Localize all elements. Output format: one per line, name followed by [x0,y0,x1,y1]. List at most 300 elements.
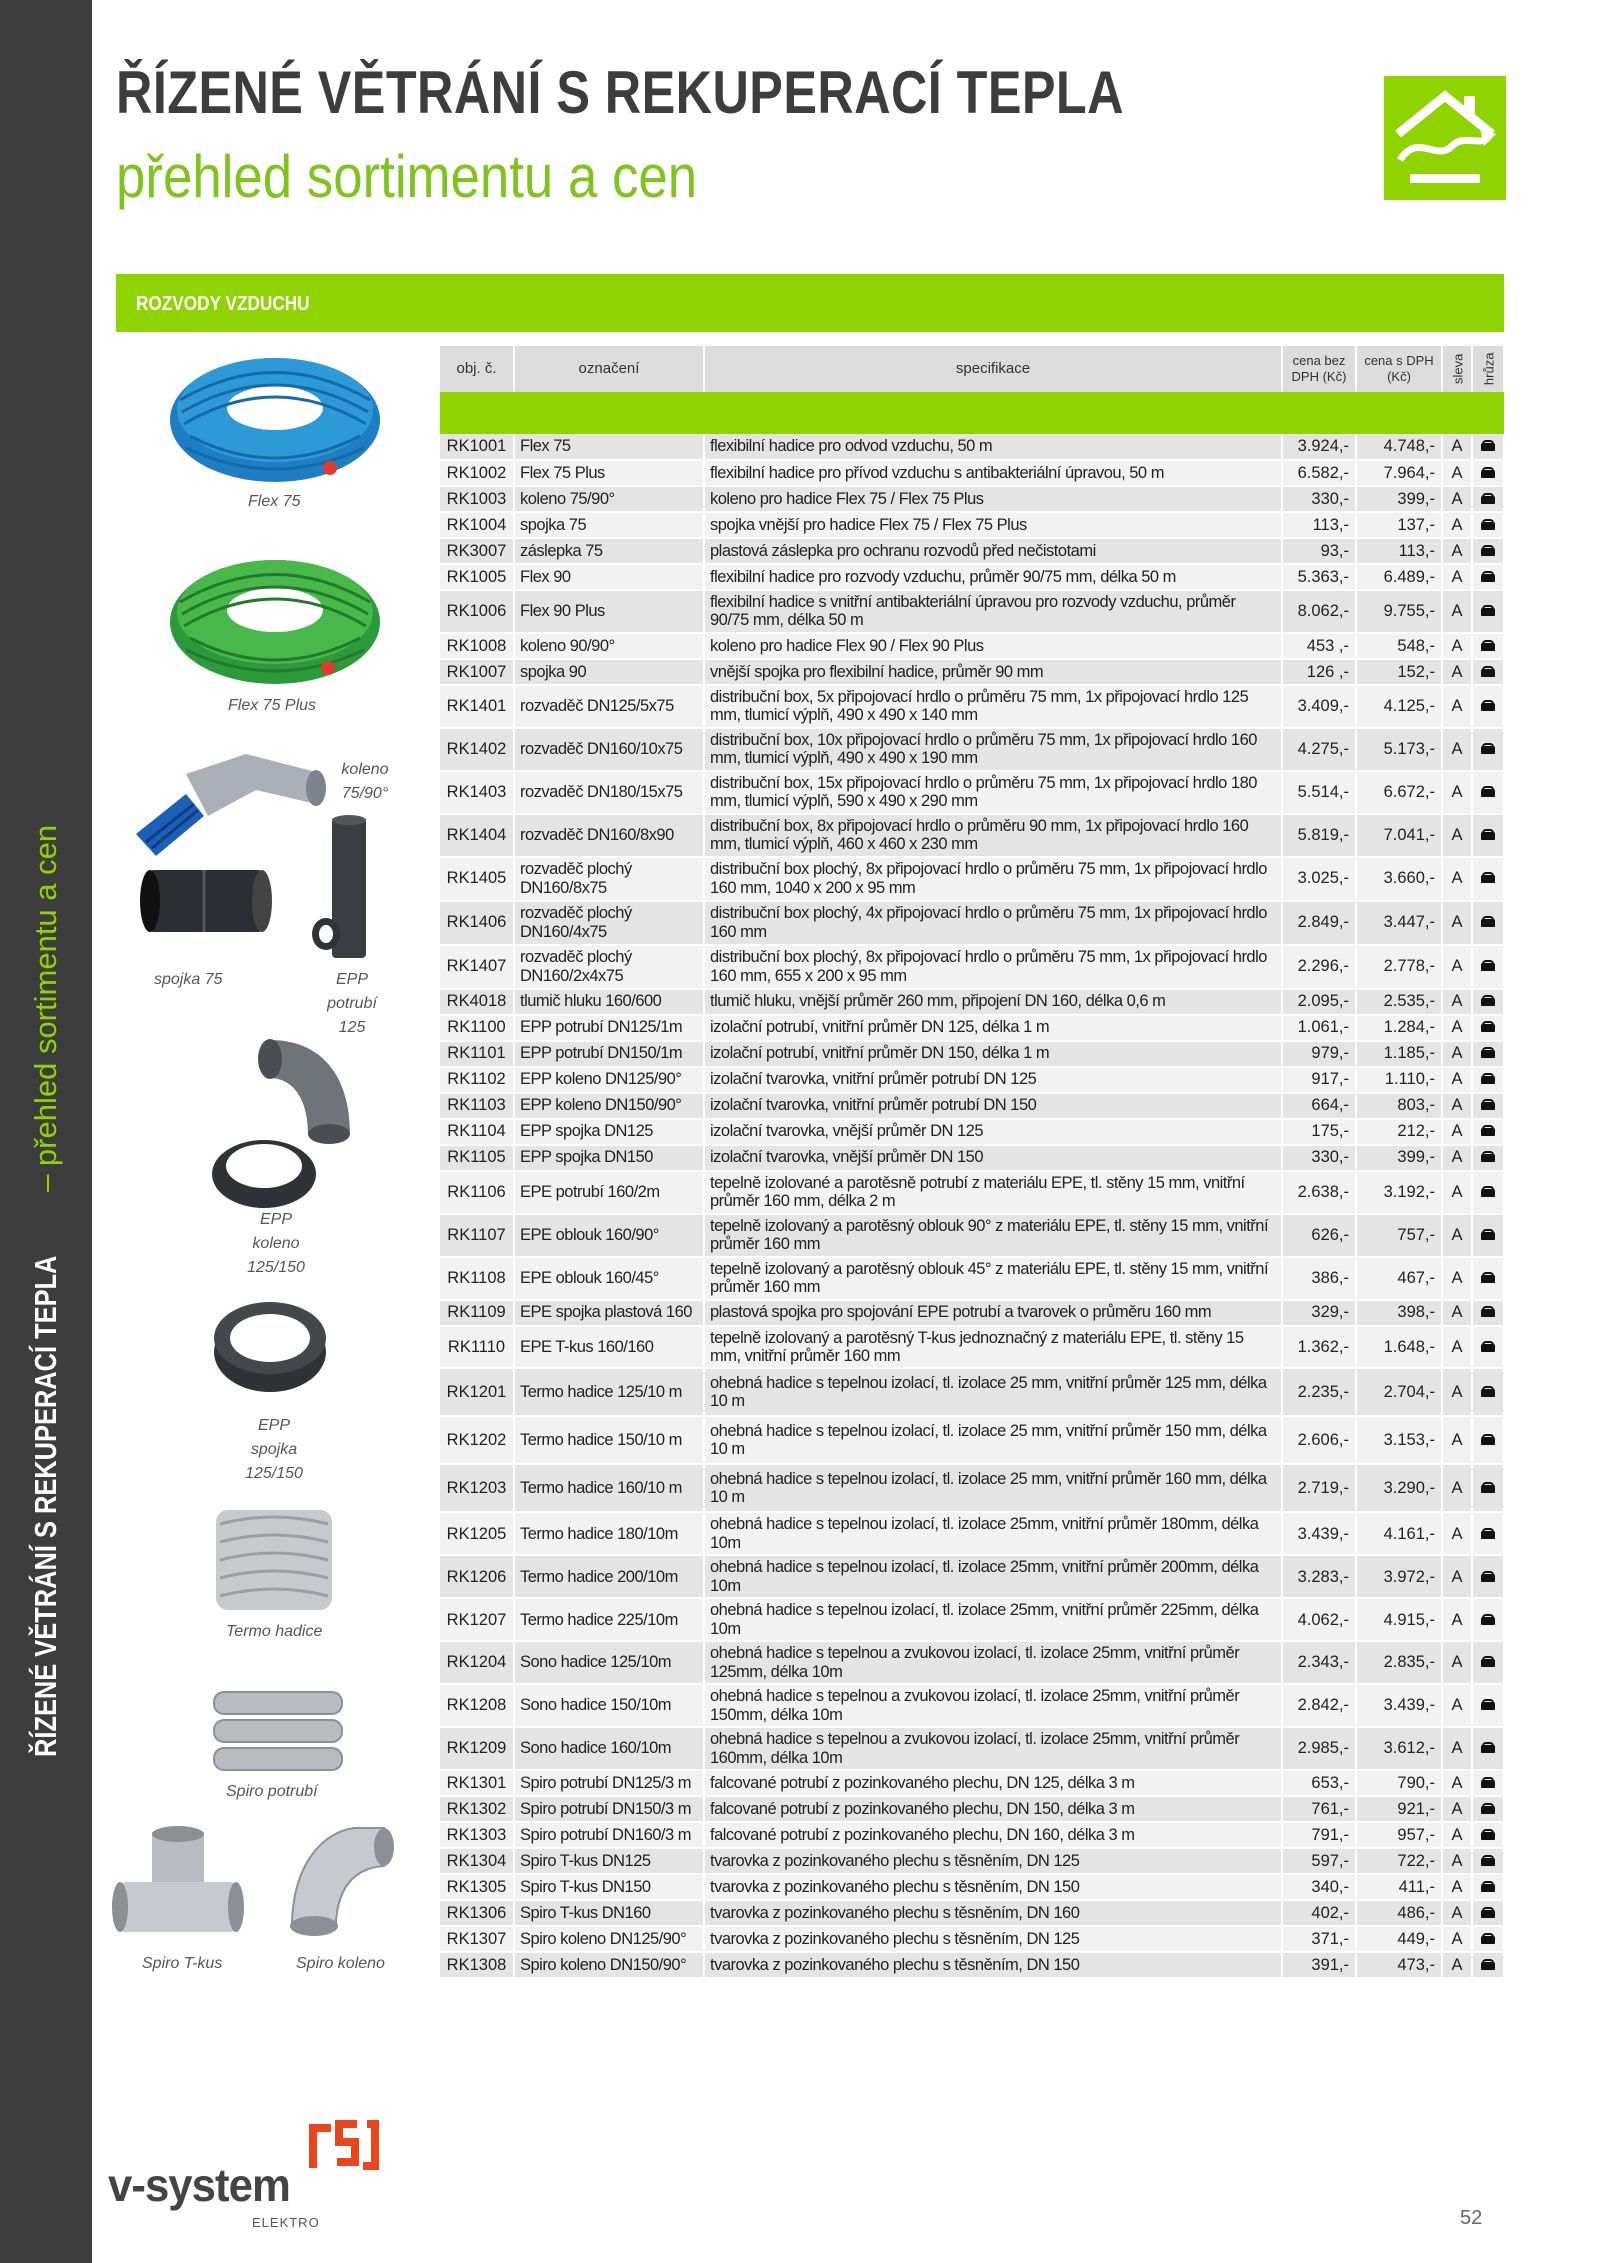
cell-price-net: 626,- [1282,1214,1356,1257]
cell-phone [1472,857,1504,901]
cell-price-net: 1.362,- [1282,1326,1356,1369]
cell-name: EPP potrubí DN150/1m [514,1041,704,1067]
cell-price-net: 2.842,- [1282,1684,1356,1727]
cell-spec: izolační tvarovka, vnější průměr DN 150 [704,1145,1282,1171]
phone-icon [1481,1341,1495,1352]
cell-discount: A [1442,1067,1472,1093]
cell-name: Termo hadice 225/10m [514,1598,704,1641]
table-row [440,460,1504,486]
cell-spec: distribuční box plochý, 8x připojovací hrdlo o průměru 75 mm, 1x připojovací hrdlo 160 mm, 1040 x 200 x 95 mm [704,857,1282,901]
phone-icon [1481,1186,1495,1197]
page-title: ŘÍZENÉ VĚTRÁNÍ S REKUPERACÍ TEPLA [116,59,1124,126]
cell-price-gross: 3.153,- [1356,1416,1442,1464]
cell-price-net: 175,- [1282,1119,1356,1145]
table-row [440,1770,1504,1796]
cell-price-net: 4.062,- [1282,1598,1356,1641]
cell-discount: A [1442,901,1472,945]
table-row [440,1598,1504,1641]
phone-icon [1481,1528,1495,1539]
table-row [440,590,1504,633]
cell-name: rozvaděč plochý DN160/2x4x75 [514,945,704,989]
cell-phone [1472,1874,1504,1900]
cell-phone [1472,564,1504,590]
phone-icon [1481,960,1495,971]
cell-code: RK1207 [440,1598,514,1641]
cell-discount: A [1442,1822,1472,1848]
cell-name: EPP koleno DN125/90° [514,1067,704,1093]
phone-icon [1481,1021,1495,1032]
phone-icon [1481,1699,1495,1710]
cell-price-gross: 3.192,- [1356,1171,1442,1214]
caption-epp-koleno-text: EPP koleno 125/150 [247,1211,305,1276]
phone-icon [1481,1881,1495,1892]
cell-spec: koleno pro hadice Flex 90 / Flex 90 Plus [704,633,1282,659]
cell-spec: tvarovka z pozinkovaného plechu s těsněním, DN 150 [704,1952,1282,1978]
cell-price-gross: 398,- [1356,1300,1442,1326]
cell-price-gross: 411,- [1356,1874,1442,1900]
table-row [440,1067,1504,1093]
cell-phone [1472,1727,1504,1770]
cell-code: RK1304 [440,1848,514,1874]
cell-discount: A [1442,1770,1472,1796]
cell-price-gross: 3.447,- [1356,901,1442,945]
phone-icon [1481,666,1495,677]
phone-icon [1481,1614,1495,1625]
caption-spojka: spojka 75 [154,971,223,988]
page-number: 52 [1460,2207,1483,2229]
cell-price-net: 330,- [1282,486,1356,512]
phone-icon [1481,829,1495,840]
caption-epp-potrubi-text: EPP potrubí 125 [327,971,377,1036]
cell-spec: ohebná hadice s tepelnou a zvukovou izolací, tl. izolace 25mm, vnitřní průměr 160mm, délka 10m [704,1727,1282,1770]
cell-phone [1472,945,1504,989]
phone-icon [1481,1099,1495,1110]
cell-discount: A [1442,1512,1472,1555]
table-row [440,1093,1504,1119]
cell-code: RK1406 [440,901,514,945]
table-row [440,1952,1504,1978]
phone-icon [1481,916,1495,927]
cell-phone [1472,901,1504,945]
phone-icon [1481,545,1495,556]
phone-icon [1481,1742,1495,1753]
cell-spec: distribuční box, 10x připojovací hrdlo o průměru 75 mm, 1x připojovací hrdlo 160 mm, tlumicí výplň, 490 x 490 x 190 mm [704,728,1282,771]
cell-spec: ohebná hadice s tepelnou izolací, tl. izolace 25mm, vnitřní průměr 180mm, délka 10m [704,1512,1282,1555]
table-row [440,633,1504,659]
cell-price-net: 340,- [1282,1874,1356,1900]
cell-spec: izolační tvarovka, vnitřní průměr potrubí DN 150 [704,1093,1282,1119]
spiro-tkus-image [112,1822,244,1953]
cell-price-gross: 4.748,- [1356,434,1442,460]
phone-icon [1481,1434,1495,1445]
cell-discount: A [1442,989,1472,1015]
cell-discount: A [1442,1555,1472,1598]
cell-price-net: 5.514,- [1282,771,1356,814]
cell-price-gross: 9.755,- [1356,590,1442,633]
cell-price-gross: 113,- [1356,538,1442,564]
cell-name: koleno 75/90° [514,486,704,512]
cell-name: Sono hadice 125/10m [514,1641,704,1684]
cell-price-gross: 2.535,- [1356,989,1442,1015]
cell-name: Spiro koleno DN125/90° [514,1926,704,1952]
table-row [440,1641,1504,1684]
cell-price-gross: 1.648,- [1356,1326,1442,1369]
cell-price-gross: 6.672,- [1356,771,1442,814]
cell-price-gross: 757,- [1356,1214,1442,1257]
cell-price-gross: 790,- [1356,1770,1442,1796]
phone-icon [1481,1656,1495,1667]
spiro-koleno-image [284,1822,404,1953]
cell-price-gross: 3.439,- [1356,1684,1442,1727]
caption-spiro-tkus: Spiro T-kus [142,1955,223,1972]
cell-price-gross: 6.489,- [1356,564,1442,590]
cell-spec: tvarovka z pozinkovaného plechu s těsněním, DN 125 [704,1926,1282,1952]
cell-price-net: 4.275,- [1282,728,1356,771]
cell-phone [1472,1119,1504,1145]
table-row [440,1727,1504,1770]
cell-code: RK1203 [440,1464,514,1512]
caption-epp-spojka-text: EPP spojka 125/150 [245,1417,303,1482]
cell-price-net: 2.638,- [1282,1171,1356,1214]
phone-icon [1481,605,1495,616]
cell-phone [1472,434,1504,460]
phone-icon [1481,872,1495,883]
cell-name: EPE oblouk 160/90° [514,1214,704,1257]
table-row [440,1368,1504,1416]
cell-name: rozvaděč plochý DN160/4x75 [514,901,704,945]
cell-discount: A [1442,1015,1472,1041]
cell-name: Spiro T-kus DN125 [514,1848,704,1874]
cell-price-gross: 1.110,- [1356,1067,1442,1093]
cell-spec: ohebná hadice s tepelnou a zvukovou izolací, tl. izolace 25mm, vnitřní průměr 150mm, délka 10m [704,1684,1282,1727]
cell-price-net: 761,- [1282,1796,1356,1822]
page-subtitle: přehled sortimentu a cen [116,143,698,210]
cell-spec: flexibilní hadice pro přívod vzduchu s antibakteriální úpravou, 50 m [704,460,1282,486]
cell-name: Flex 75 [514,434,704,460]
cell-phone [1472,1641,1504,1684]
cell-code: RK1102 [440,1067,514,1093]
cell-name: EPE T-kus 160/160 [514,1326,704,1369]
cell-spec: koleno pro hadice Flex 75 / Flex 75 Plus [704,486,1282,512]
cell-spec: ohebná hadice s tepelnou izolací, tl. izolace 25mm, vnitřní průměr 225mm, délka 10m [704,1598,1282,1641]
col-name-header: označení [514,346,704,392]
table-row [440,1464,1504,1512]
cell-spec: izolační tvarovka, vnější průměr DN 125 [704,1119,1282,1145]
cell-price-gross: 467,- [1356,1257,1442,1300]
cell-code: RK1106 [440,1171,514,1214]
cell-spec: ohebná hadice s tepelnou a zvukovou izolací, tl. izolace 25mm, vnitřní průměr 125mm, délka 10m [704,1641,1282,1684]
phone-icon [1481,1306,1495,1317]
caption-koleno-text: koleno 75/90° [341,761,389,802]
cell-name: Spiro T-kus DN150 [514,1874,704,1900]
cell-price-net: 386,- [1282,1257,1356,1300]
cell-code: RK1306 [440,1900,514,1926]
cell-price-net: 2.296,- [1282,945,1356,989]
cell-discount: A [1442,771,1472,814]
cell-discount: A [1442,1796,1472,1822]
cell-price-gross: 1.284,- [1356,1015,1442,1041]
cell-phone [1472,1326,1504,1369]
cell-spec: falcované potrubí z pozinkovaného plechu, DN 125, délka 3 m [704,1770,1282,1796]
cell-phone [1472,1093,1504,1119]
cell-price-gross: 2.778,- [1356,945,1442,989]
cell-discount: A [1442,685,1472,728]
cell-phone [1472,1822,1504,1848]
cell-code: RK1100 [440,1015,514,1041]
cell-phone [1472,814,1504,857]
caption-termo: Termo hadice [226,1623,323,1640]
section-title: ROZVODY VZDUCHU [136,293,310,315]
cell-price-net: 597,- [1282,1848,1356,1874]
cell-discount: A [1442,1874,1472,1900]
phone-icon [1481,1151,1495,1162]
cell-spec: distribuční box, 5x připojovací hrdlo o průměru 75 mm, 1x připojovací hrdlo 125 mm, tlumicí výplň, 490 x 490 x 140 mm [704,685,1282,728]
cell-code: RK1107 [440,1214,514,1257]
col-code-header: obj. č. [440,346,514,392]
cell-spec: vnější spojka pro flexibilní hadice, průměr 90 mm [704,659,1282,685]
table-header-row [440,346,1504,392]
caption-spiro-koleno: Spiro koleno [296,1955,385,1972]
cell-phone [1472,1684,1504,1727]
cell-spec: ohebná hadice s tepelnou izolací, tl. izolace 25mm, vnitřní průměr 200mm, délka 10m [704,1555,1282,1598]
cell-phone [1472,460,1504,486]
side-title [28,612,64,1812]
cell-name: spojka 75 [514,512,704,538]
cell-discount: A [1442,1214,1472,1257]
cell-discount: A [1442,1598,1472,1641]
koleno-image [126,744,326,869]
cell-phone [1472,1171,1504,1214]
cell-code: RK1307 [440,1926,514,1952]
cell-name: rozvaděč DN160/8x90 [514,814,704,857]
cell-price-gross: 7.041,- [1356,814,1442,857]
caption-flex75plus: Flex 75 Plus [228,697,317,714]
cell-name: Sono hadice 150/10m [514,1684,704,1727]
cell-phone [1472,685,1504,728]
table-row [440,538,1504,564]
caption-epp-spojka [234,1414,314,1486]
cell-price-gross: 486,- [1356,1900,1442,1926]
brand-sub: ELEKTRO [252,2215,320,2230]
cell-phone [1472,512,1504,538]
cell-price-net: 791,- [1282,1822,1356,1848]
cell-name: rozvaděč DN180/15x75 [514,771,704,814]
caption-flex75: Flex 75 [248,493,301,510]
cell-spec: spojka vnější pro hadice Flex 75 / Flex 75 Plus [704,512,1282,538]
table-row [440,1015,1504,1041]
cell-spec: falcované potrubí z pozinkovaného plechu, DN 150, délka 3 m [704,1796,1282,1822]
cell-code: RK1108 [440,1257,514,1300]
cell-spec: ohebná hadice s tepelnou izolací, tl. izolace 25 mm, vnitřní průměr 150 mm, délka 10 m [704,1416,1282,1464]
table-row [440,1822,1504,1848]
cell-price-gross: 3.660,- [1356,857,1442,901]
phone-icon [1481,1907,1495,1918]
cell-code: RK3007 [440,538,514,564]
epp-spojka-image [210,1292,330,1401]
cell-phone [1472,1796,1504,1822]
cell-price-net: 402,- [1282,1900,1356,1926]
cell-code: RK1202 [440,1416,514,1464]
cell-name: Spiro T-kus DN160 [514,1900,704,1926]
table-row [440,814,1504,857]
cell-phone [1472,1416,1504,1464]
flex75-image [160,340,390,495]
cell-name: Flex 90 [514,564,704,590]
cell-phone [1472,538,1504,564]
cell-phone [1472,486,1504,512]
cell-phone [1472,1848,1504,1874]
cell-code: RK1103 [440,1093,514,1119]
cell-code: RK1308 [440,1952,514,1978]
cell-name: spojka 90 [514,659,704,685]
cell-price-gross: 137,- [1356,512,1442,538]
cell-phone [1472,1041,1504,1067]
cell-spec: plastová záslepka pro ochranu rozvodů před nečistotami [704,538,1282,564]
cell-spec: plastová spojka pro spojování EPE potrubí a tvarovek o průměru 160 mm [704,1300,1282,1326]
phone-icon [1481,1829,1495,1840]
cell-phone [1472,659,1504,685]
cell-name: EPE oblouk 160/45° [514,1257,704,1300]
cell-phone [1472,989,1504,1015]
cell-code: RK1101 [440,1041,514,1067]
cell-price-gross: 5.173,- [1356,728,1442,771]
cell-price-gross: 4.125,- [1356,685,1442,728]
phone-icon [1481,1229,1495,1240]
cell-price-gross: 449,- [1356,1926,1442,1952]
cell-discount: A [1442,1145,1472,1171]
cell-name: EPP potrubí DN125/1m [514,1015,704,1041]
cell-price-gross: 4.915,- [1356,1598,1442,1641]
cell-phone [1472,1015,1504,1041]
cell-name: Termo hadice 180/10m [514,1512,704,1555]
cell-price-net: 2.095,- [1282,989,1356,1015]
cell-phone [1472,1257,1504,1300]
phone-icon [1481,786,1495,797]
col-hub-header [1472,346,1504,392]
table-row [440,564,1504,590]
cell-code: RK1109 [440,1300,514,1326]
cell-price-net: 3.025,- [1282,857,1356,901]
cell-phone [1472,1464,1504,1512]
cell-discount: A [1442,1171,1472,1214]
cell-name: tlumič hluku 160/600 [514,989,704,1015]
cell-phone [1472,1770,1504,1796]
cell-code: RK1001 [440,434,514,460]
cell-price-net: 2.606,- [1282,1416,1356,1464]
cell-spec: flexibilní hadice s vnitřní antibakteriální úpravou pro rozvody vzduchu, průměr 90/75 mm, délka 50 m [704,590,1282,633]
cell-code: RK1301 [440,1770,514,1796]
table-separator [440,392,1504,434]
cell-name: Flex 75 Plus [514,460,704,486]
cell-spec: tvarovka z pozinkovaného plechu s těsněním, DN 160 [704,1900,1282,1926]
cell-price-net: 2.985,- [1282,1727,1356,1770]
cell-price-net: 3.283,- [1282,1555,1356,1598]
side-title-bold: ŘÍZENÉ VĚTRÁNÍ S REKUPERACÍ TEPLA [28,1255,63,1757]
spiro-image [210,1682,346,1783]
cell-spec: flexibilní hadice pro rozvody vzduchu, průměr 90/75 mm, délka 50 m [704,564,1282,590]
spojka-image [138,862,274,945]
cell-phone [1472,1900,1504,1926]
cell-name: Termo hadice 150/10 m [514,1416,704,1464]
cell-spec: falcované potrubí z pozinkovaného plechu, DN 160, délka 3 m [704,1822,1282,1848]
cell-phone [1472,1067,1504,1093]
cell-name: EPE potrubí 160/2m [514,1171,704,1214]
cell-spec: distribuční box plochý, 8x připojovací hrdlo o průměru 75 mm, 1x připojovací hrdlo 160 mm, 655 x 200 x 95 mm [704,945,1282,989]
cell-discount: A [1442,1416,1472,1464]
cell-discount: A [1442,1300,1472,1326]
section-header [116,274,1504,332]
table-row [440,1326,1504,1369]
table-row [440,1874,1504,1900]
cell-discount: A [1442,1952,1472,1978]
cell-discount: A [1442,1727,1472,1770]
cell-discount: A [1442,1368,1472,1416]
table-row [440,1900,1504,1926]
cell-discount: A [1442,1257,1472,1300]
cell-price-net: 653,- [1282,1770,1356,1796]
cell-name: EPE spojka plastová 160 [514,1300,704,1326]
cell-code: RK1007 [440,659,514,685]
cell-name: EPP spojka DN125 [514,1119,704,1145]
cell-code: RK1303 [440,1822,514,1848]
table-row [440,1512,1504,1555]
cell-code: RK1403 [440,771,514,814]
cell-discount: A [1442,564,1472,590]
phone-icon [1481,1125,1495,1136]
cell-discount: A [1442,945,1472,989]
table-row [440,434,1504,460]
cell-code: RK1006 [440,590,514,633]
cell-spec: distribuční box, 8x připojovací hrdlo o průměru 90 mm, 1x připojovací hrdlo 160 mm, tlumicí výplň, 460 x 460 x 230 mm [704,814,1282,857]
cell-price-gross: 152,- [1356,659,1442,685]
cell-spec: distribuční box, 15x připojovací hrdlo o průměru 75 mm, 1x připojovací hrdlo 180 mm, tlumicí výplň, 590 x 490 x 290 mm [704,771,1282,814]
table-row [440,1171,1504,1214]
cell-name: Spiro potrubí DN150/3 m [514,1796,704,1822]
cell-price-gross: 3.290,- [1356,1464,1442,1512]
cell-phone [1472,633,1504,659]
cell-price-gross: 4.161,- [1356,1512,1442,1555]
cell-code: RK1008 [440,633,514,659]
cell-code: RK1401 [440,685,514,728]
price-table-grid [440,346,1505,1979]
cell-phone [1472,1555,1504,1598]
cell-spec: tvarovka z pozinkovaného plechu s těsněním, DN 125 [704,1848,1282,1874]
cell-discount: A [1442,857,1472,901]
cell-discount: A [1442,1641,1472,1684]
phone-icon [1481,440,1495,451]
cell-spec: izolační potrubí, vnitřní průměr DN 150, délka 1 m [704,1041,1282,1067]
cell-discount: A [1442,659,1472,685]
cell-name: Flex 90 Plus [514,590,704,633]
cell-spec: flexibilní hadice pro odvod vzduchu, 50 m [704,434,1282,460]
cell-price-net: 6.582,- [1282,460,1356,486]
cell-code: RK1004 [440,512,514,538]
cell-price-net: 8.062,- [1282,590,1356,633]
col-net-header: cena bez DPH (Kč) [1282,346,1356,392]
cell-spec: ohebná hadice s tepelnou izolací, tl. izolace 25 mm, vnitřní průměr 160 mm, délka 10 m [704,1464,1282,1512]
cell-code: RK1002 [440,460,514,486]
cell-discount: A [1442,1900,1472,1926]
cell-discount: A [1442,434,1472,460]
caption-spiro: Spiro potrubí [226,1783,318,1800]
cell-name: rozvaděč DN160/10x75 [514,728,704,771]
cell-discount: A [1442,1093,1472,1119]
phone-icon [1481,1073,1495,1084]
cell-discount: A [1442,1848,1472,1874]
side-title-light: – přehled sortimentu a cen [28,824,63,1201]
cell-spec: izolační tvarovka, vnitřní průměr potrubí DN 125 [704,1067,1282,1093]
cell-name: Termo hadice 200/10m [514,1555,704,1598]
